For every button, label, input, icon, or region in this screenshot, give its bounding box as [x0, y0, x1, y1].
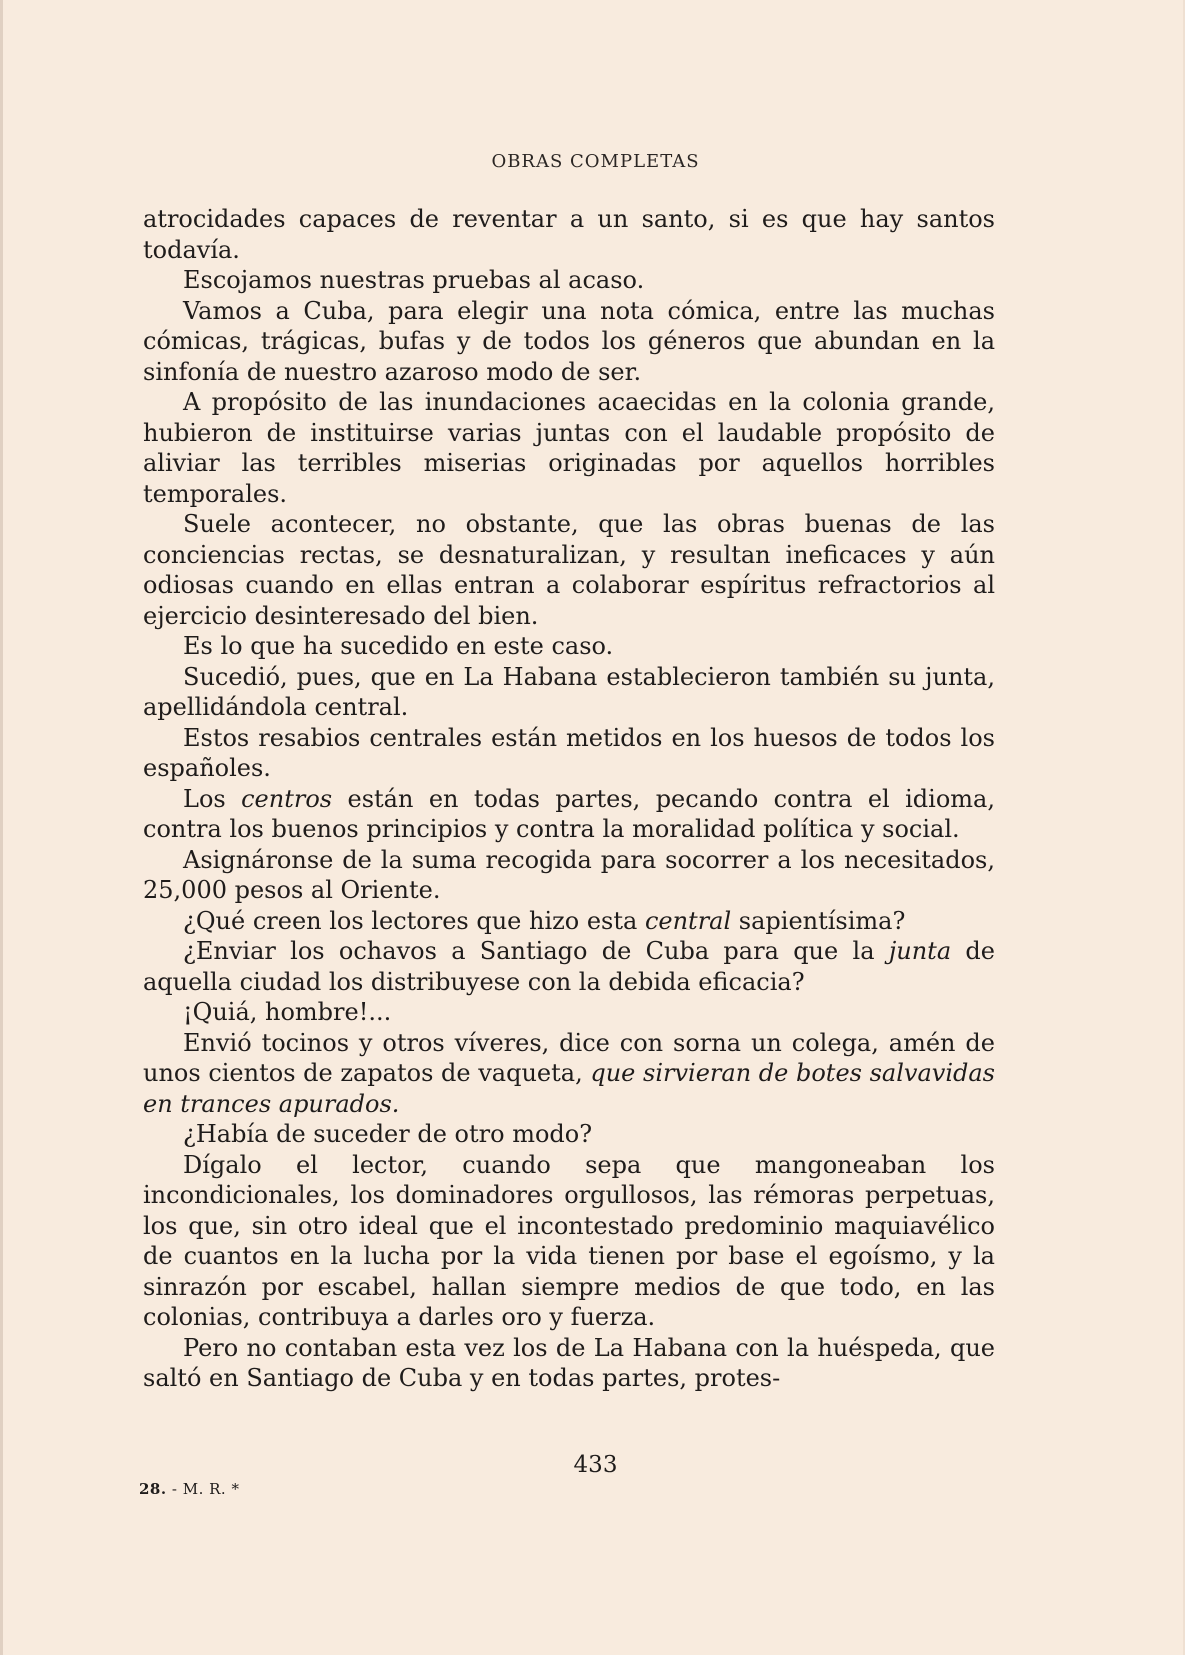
- paragraph: [143, 845, 995, 906]
- paragraph: [143, 723, 995, 784]
- paragraph: [143, 387, 995, 509]
- text-run: ¡Quiá, hombre!...: [183, 998, 392, 1026]
- running-head: OBRAS COMPLETAS: [491, 151, 700, 172]
- text-run: de aquella ciudad los distribuyese con la debida eficacia?: [143, 937, 995, 996]
- paragraph: [143, 509, 995, 631]
- text-run: están en todas partes, pecando contra el idioma, contra los buenos principios y contra la moralidad política y social.: [143, 784, 995, 843]
- paragraph: [143, 662, 995, 723]
- italic-text: centros: [241, 784, 333, 813]
- italic-text: junta: [888, 937, 952, 965]
- body-text: [143, 204, 995, 1394]
- text-run: ¿Qué creen los lectores que hizo esta: [183, 906, 645, 935]
- paragraph: [143, 997, 995, 1028]
- text-run: Estos resabios centrales están metidos en los huesos de todos los españoles.: [143, 723, 995, 782]
- text-run: Los: [183, 784, 242, 813]
- paragraph: [143, 296, 995, 388]
- paragraph: [143, 204, 995, 265]
- paragraph: [143, 265, 995, 296]
- text-run: Dígalo el lector, cuando sepa que mangoneaban los incondicionales, los dominadores orgullosos, las rémoras perpetuas, los que, sin otro ideal que el incontestado predominio maquiavélico de cuantos en la lucha por la vida tienen por base el egoísmo, y la sinrazón por escabel, hallan siempre medios de que todo, en las colonias, contribuya a darles oro y fuerza.: [143, 1150, 995, 1331]
- text-run: Envió tocinos y otros víveres, dice con sorna un colega, amén de unos cientos de zapatos de vaqueta,: [143, 1028, 995, 1087]
- paragraph: [143, 1333, 995, 1394]
- text-run: Suele acontecer, no obstante, que las obras buenas de las conciencias rectas, se desnaturalizan, y resultan ineficaces y aún odiosas cuando en ellas entran a colaborar espíritus refractorios al ejercicio desinteresado del bien.: [143, 510, 995, 630]
- text-run: Vamos a Cuba, para elegir una nota cómica, entre las muchas cómicas, trágicas, bufas y de todos los géneros que abundan en la sinfonía de nuestro azaroso modo de ser.: [143, 296, 995, 386]
- text-run: atrocidades capaces de reventar a un santo, si es que hay santos todavía.: [143, 205, 995, 264]
- page-number: 433: [573, 1452, 618, 1478]
- paragraph: [143, 784, 995, 845]
- paragraph: [143, 906, 995, 937]
- text-run: Escojamos nuestras pruebas al acaso.: [183, 266, 645, 294]
- text-run: A propósito de las inundaciones acaecidas en la colonia grande, hubieron de instituirse varias juntas con el laudable propósito de aliviar las terribles miserias originadas por aquellos horribles temporales.: [143, 388, 995, 508]
- text-run: Asignáronse de la suma recogida para socorrer a los necesitados, 25,000 pesos al Oriente.: [143, 845, 995, 904]
- signature-mark: - M. R. *: [171, 1480, 240, 1498]
- paragraph: [143, 1150, 995, 1333]
- paragraph: [143, 1119, 995, 1150]
- text-run: ¿Había de suceder de otro modo?: [183, 1120, 593, 1148]
- italic-text: central: [644, 906, 732, 935]
- italic-text: que sirvieran de botes salvavidas en trances apurados.: [143, 1059, 995, 1118]
- text-run: Es lo que ha sucedido en este caso.: [183, 632, 614, 660]
- paragraph: [143, 936, 995, 997]
- paragraph: [143, 631, 995, 662]
- signature-number: 28.: [139, 1480, 167, 1498]
- printer-signature: [139, 1480, 239, 1498]
- text-run: Pero no contaban esta vez los de La Habana con la huéspeda, que saltó en Santiago de Cuba y en todas partes, protes-: [143, 1333, 995, 1392]
- text-run: sapientísima?: [731, 906, 906, 935]
- paragraph: [143, 1028, 995, 1120]
- text-run: Sucedió, pues, que en La Habana establecieron también su junta, apellidándola central.: [143, 662, 995, 721]
- text-run: ¿Enviar los ochavos a Santiago de Cuba para que la: [183, 937, 889, 965]
